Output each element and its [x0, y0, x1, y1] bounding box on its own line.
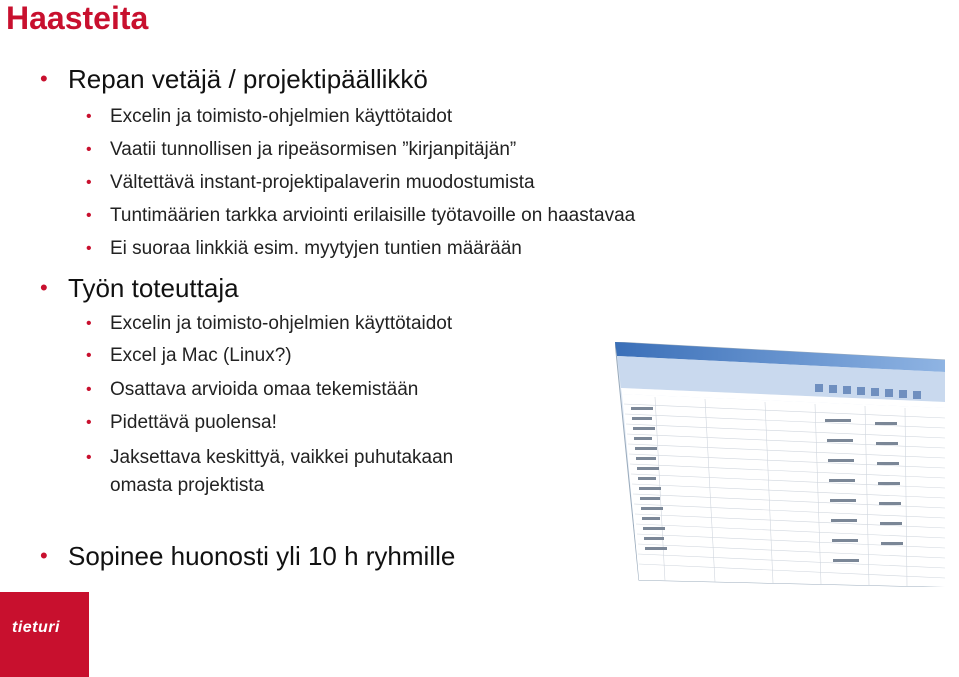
bullet-icon: •	[40, 275, 48, 300]
list-item-text: Vältettävä instant-projektipalaverin muodostumista	[110, 172, 535, 193]
bullet-icon: •	[86, 141, 92, 158]
bullet-icon: •	[86, 381, 92, 398]
bullet-icon: •	[86, 449, 92, 466]
bullet-icon: •	[86, 414, 92, 431]
list-item	[86, 312, 453, 335]
list-item	[86, 411, 277, 434]
list-item-text: Jaksettava keskittyä, vaikkei puhutakaan	[110, 447, 454, 468]
bullet-icon: •	[86, 207, 92, 224]
bullet-icon: •	[40, 66, 48, 91]
bullet-icon: •	[86, 174, 92, 191]
list-item-text: omasta projektista	[110, 475, 265, 496]
list-item-text: Excelin ja toimisto-ohjelmien käyttötaidot	[110, 106, 453, 127]
logo-text: tieturi	[12, 619, 60, 636]
bullet-icon: •	[86, 315, 92, 332]
section-heading-text: Repan vetäjä / projektipäällikkö	[68, 64, 428, 94]
page-title: Haasteita	[6, 0, 149, 36]
list-item	[86, 446, 454, 469]
list-item	[86, 204, 636, 227]
list-item-continuation	[110, 474, 264, 497]
section-heading-text: Työn toteuttaja	[68, 273, 239, 303]
list-item	[86, 105, 453, 128]
list-item-text: Excel ja Mac (Linux?)	[110, 345, 292, 366]
spreadsheet-screenshot-image	[615, 342, 945, 587]
bullet-icon: •	[86, 347, 92, 364]
section-heading-3	[40, 541, 456, 571]
list-item-text: Excelin ja toimisto-ohjelmien käyttötaidot	[110, 313, 453, 334]
list-item-text: Tuntimäärien tarkka arviointi erilaisille työtavoille on haastavaa	[110, 205, 636, 226]
tieturi-logo	[0, 592, 89, 677]
list-item	[86, 171, 535, 194]
section-heading-2	[40, 273, 239, 303]
list-item	[86, 237, 522, 260]
bullet-icon: •	[40, 543, 48, 568]
bullet-icon: •	[86, 108, 92, 125]
list-item-text: Osattava arvioida omaa tekemistään	[110, 379, 419, 400]
bullet-icon: •	[86, 240, 92, 257]
list-item	[86, 344, 292, 367]
list-item-text: Ei suoraa linkkiä esim. myytyjen tuntien määrään	[110, 238, 522, 259]
list-item-text: Vaatii tunnollisen ja ripeäsormisen ”kirjanpitäjän”	[110, 139, 517, 160]
list-item-text: Pidettävä puolensa!	[110, 412, 277, 433]
section-heading-text: Sopinee huonosti yli 10 h ryhmille	[68, 541, 456, 571]
section-heading-1	[40, 64, 428, 94]
list-item	[86, 378, 419, 401]
list-item	[86, 138, 517, 161]
